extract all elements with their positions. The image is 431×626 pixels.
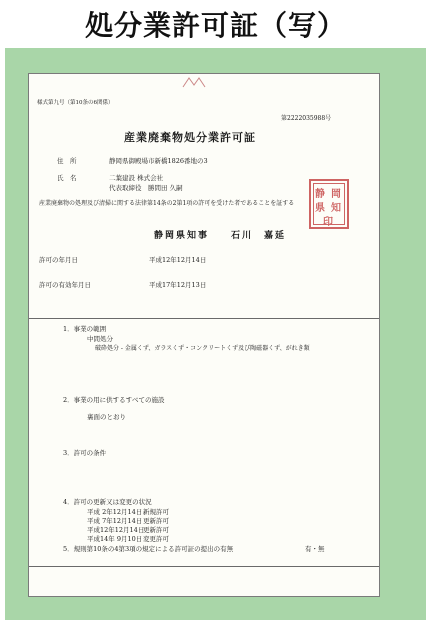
section-4-title: 4．許可の更新又は変更の状況 <box>63 498 152 506</box>
address-label: 住 所 <box>57 157 77 165</box>
section-2-detail: 裏面のとおり <box>87 413 126 421</box>
page-heading: 処分業許可証（写） <box>84 9 346 42</box>
history-date: 平成12年12月14日 <box>87 526 145 534</box>
history-date: 平成 7年12月14日 <box>87 517 143 525</box>
official-seal-stamp: 静 岡 県 知 印 <box>309 179 349 229</box>
permit-date-value: 平成12年12月14日 <box>149 256 207 264</box>
document-title: 産業廃棄物処分業許可証 <box>124 131 256 144</box>
section-5-value: 有・無 <box>305 545 325 553</box>
expiry-date-label: 許可の有効年月日 <box>39 281 91 289</box>
section-5-title: 5．規則第10条の4第3項の規定による許可証の提出の有無 <box>63 545 234 553</box>
bottom-divider <box>29 566 379 567</box>
section-1-detail: 破砕処分 - 金属くず、ガラスくず・コンクリートくず及び陶磁器くず、がれき類 <box>95 345 310 352</box>
certificate-number: 第2222035988号 <box>281 115 332 122</box>
section-divider <box>29 318 379 319</box>
section-1-subtitle: 中間処分 <box>87 335 113 343</box>
name-label: 氏 名 <box>57 174 77 182</box>
expiry-date-value: 平成17年12月13日 <box>149 281 207 289</box>
representative-name: 代表取締役 勝間田 久嗣 <box>109 184 183 192</box>
certification-statement: 産業廃棄物の処理及び清掃に関する法律第14条の2第1項の許可を受けた者であることを証する <box>39 200 295 207</box>
history-date: 平成14年 9月10日 <box>87 535 143 543</box>
history-action: 新規許可 <box>143 508 169 516</box>
history-action: 更新許可 <box>143 517 169 525</box>
address-value: 静岡県御殿場市新橋1826番地の3 <box>109 157 208 165</box>
clip-mark-icon <box>179 75 209 89</box>
company-name: 二葉建設 株式会社 <box>109 174 164 182</box>
history-date: 平成 2年12月14日 <box>87 508 143 516</box>
form-number: 様式第九号（第10条の6関係） <box>37 100 114 106</box>
permit-date-label: 許可の年月日 <box>39 256 78 264</box>
section-2-title: 2．事業の用に供するすべての施設 <box>63 396 165 404</box>
history-action: 変更許可 <box>143 535 169 543</box>
section-3-title: 3．許可の条件 <box>63 449 107 457</box>
permit-document <box>28 73 380 597</box>
issuer-name: 静岡県知事 石川 嘉延 <box>154 231 287 241</box>
section-1-title: 1．事業の範囲 <box>63 325 107 333</box>
history-action: 更新許可 <box>143 526 169 534</box>
